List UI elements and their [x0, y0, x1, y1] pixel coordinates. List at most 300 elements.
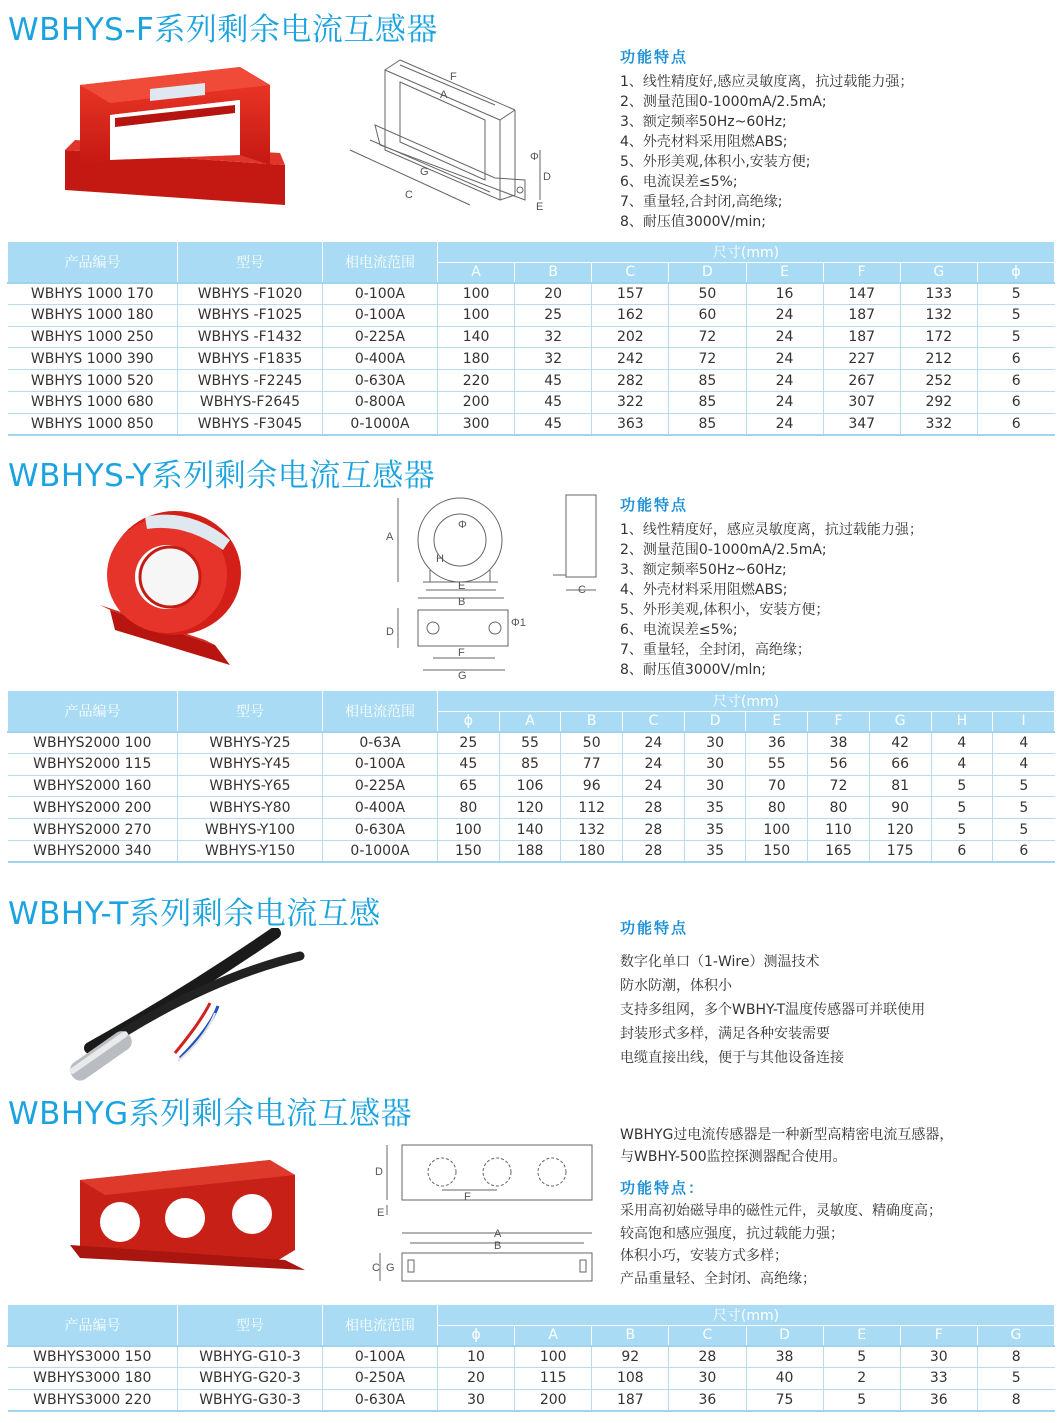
table-cell: WBHYS-Y25: [178, 732, 323, 754]
table-cell: 24: [746, 370, 823, 392]
table-cell: 202: [592, 326, 669, 348]
table-row: [8, 753, 1055, 775]
table-cell: 45: [438, 753, 500, 775]
feature-item: 5、外形美观,体积小,安装方便;: [620, 154, 811, 170]
table-row: [8, 732, 1055, 754]
table-cell: WBHYS2000 200: [8, 797, 178, 819]
table-cell: 0-100A: [323, 304, 438, 326]
header-current-range: 相电流范围: [323, 242, 438, 283]
table-cell: 307: [823, 391, 900, 413]
table-cell: 5: [931, 797, 993, 819]
feature-item: 体积小巧，安装方式多样；: [620, 1248, 788, 1264]
header-dim: B: [592, 1326, 669, 1346]
header-product-code: 产品编号: [8, 242, 178, 283]
table-cell: 96: [561, 775, 623, 797]
table-cell: 36: [900, 1389, 977, 1411]
svg-text:F: F: [458, 647, 465, 659]
feature-item: 5、外形美观,体积小，安装方便；: [620, 602, 830, 618]
product-image-y: [95, 505, 255, 670]
table-cell: WBHYS3000 150: [8, 1346, 178, 1368]
svg-text:G: G: [386, 1262, 395, 1274]
table-cell: 100: [438, 283, 515, 305]
table-cell: 0-630A: [323, 370, 438, 392]
table-cell: 35: [684, 797, 746, 819]
table-cell: WBHYS2000 340: [8, 840, 178, 862]
table-cell: 8: [977, 1346, 1054, 1368]
feature-item: 4、外壳材料采用阻燃ABS;: [620, 134, 788, 150]
table-cell: 10: [438, 1346, 515, 1368]
svg-text:B: B: [494, 1240, 502, 1252]
feature-item: 防水防潮，体积小: [620, 978, 732, 994]
table-cell: 72: [808, 775, 870, 797]
table-cell: 100: [515, 1346, 592, 1368]
table-cell: WBHYS-Y45: [178, 753, 323, 775]
features-title-t: 功能特点: [620, 919, 689, 937]
header-dim: C: [592, 263, 669, 283]
table-row: [8, 797, 1055, 819]
table-cell: 132: [900, 304, 977, 326]
table-cell: 112: [561, 797, 623, 819]
svg-text:D: D: [543, 171, 551, 183]
table-cell: 242: [592, 348, 669, 370]
table-cell: 35: [684, 840, 746, 862]
table-cell: WBHYS 1000 850: [8, 413, 178, 435]
header-dim: B: [561, 712, 623, 732]
table-row: [8, 391, 1055, 413]
table-cell: 75: [746, 1389, 823, 1411]
table-cell: 5: [977, 326, 1054, 348]
table-cell: 200: [438, 391, 515, 413]
table-cell: 282: [592, 370, 669, 392]
svg-text:D: D: [386, 626, 394, 638]
table-cell: 85: [669, 391, 746, 413]
table-cell: 24: [746, 348, 823, 370]
table-cell: 252: [900, 370, 977, 392]
table-cell: 6: [977, 391, 1054, 413]
table-cell: WBHYS2000 270: [8, 819, 178, 841]
header-dim: F: [808, 712, 870, 732]
header-dim: H: [931, 712, 993, 732]
table-cell: 227: [823, 348, 900, 370]
table-cell: WBHYS3000 220: [8, 1389, 178, 1411]
table-cell: 110: [808, 819, 870, 841]
table-cell: 4: [931, 753, 993, 775]
table-cell: 187: [823, 304, 900, 326]
table-cell: 5: [977, 283, 1054, 305]
table-cell: 35: [684, 819, 746, 841]
table-cell: WBHYS 1000 170: [8, 283, 178, 305]
table-cell: WBHYS 1000 250: [8, 326, 178, 348]
table-cell: 0-250A: [323, 1367, 438, 1389]
table-cell: WBHYS -F1835: [178, 348, 323, 370]
table-cell: 16: [746, 283, 823, 305]
table-cell: 150: [746, 840, 808, 862]
header-dim: C: [623, 712, 685, 732]
table-cell: 157: [592, 283, 669, 305]
feature-item: 7、重量轻，全封闭，高绝缘；: [620, 642, 811, 658]
table-cell: 36: [746, 732, 808, 754]
svg-text:G: G: [458, 670, 467, 680]
header-dim: B: [515, 263, 592, 283]
table-cell: 187: [592, 1389, 669, 1411]
table-cell: 90: [869, 797, 931, 819]
table-cell: 24: [746, 304, 823, 326]
dimension-diagram-f: [340, 50, 570, 225]
table-cell: 6: [977, 370, 1054, 392]
table-cell: WBHYG-G30-3: [178, 1389, 323, 1411]
table-cell: 30: [438, 1389, 515, 1411]
svg-text:E: E: [377, 1207, 385, 1219]
dimension-diagram-y-side: [548, 490, 608, 605]
header-model: 型号: [178, 691, 323, 732]
header-dim: I: [993, 712, 1055, 732]
table-cell: 38: [808, 732, 870, 754]
header-dim: D: [684, 712, 746, 732]
svg-text:A: A: [386, 531, 394, 543]
header-dim: D: [669, 263, 746, 283]
table-cell: 363: [592, 413, 669, 435]
header-dim: E: [746, 263, 823, 283]
table-cell: 5: [993, 819, 1055, 841]
table-cell: 30: [684, 753, 746, 775]
table-cell: 140: [438, 326, 515, 348]
table-cell: 0-800A: [323, 391, 438, 413]
header-dim: E: [746, 712, 808, 732]
table-cell: 28: [623, 797, 685, 819]
svg-text:E: E: [536, 201, 544, 213]
table-cell: 28: [623, 840, 685, 862]
table-cell: 108: [592, 1367, 669, 1389]
table-cell: 45: [515, 391, 592, 413]
header-dim: F: [900, 1326, 977, 1346]
table-cell: 100: [438, 304, 515, 326]
table-cell: WBHYS-Y150: [178, 840, 323, 862]
table-cell: 0-225A: [323, 775, 438, 797]
header-dim: E: [823, 1326, 900, 1346]
header-product-code: 产品编号: [8, 691, 178, 732]
header-dim: F: [823, 263, 900, 283]
feature-item: 6、电流误差≤5%;: [620, 622, 738, 638]
table-cell: WBHYS -F2245: [178, 370, 323, 392]
table-cell: 0-630A: [323, 819, 438, 841]
table-row: [8, 370, 1055, 392]
table-cell: 187: [823, 326, 900, 348]
table-cell: 32: [515, 326, 592, 348]
table-cell: 347: [823, 413, 900, 435]
feature-item: 7、重量轻,合封闭,高绝缘;: [620, 194, 783, 210]
table-cell: 133: [900, 283, 977, 305]
product-image-f: [55, 55, 295, 215]
table-cell: 24: [746, 413, 823, 435]
header-current-range: 相电流范围: [323, 1305, 438, 1346]
table-cell: 66: [869, 753, 931, 775]
table-cell: 0-1000A: [323, 413, 438, 435]
table-cell: 132: [561, 819, 623, 841]
table-cell: 30: [684, 732, 746, 754]
table-row: [8, 775, 1055, 797]
table-cell: 50: [561, 732, 623, 754]
header-dim: ϕ: [977, 263, 1054, 283]
table-cell: WBHYS-Y80: [178, 797, 323, 819]
spec-table-f: [7, 241, 1055, 436]
svg-text:C: C: [372, 1262, 380, 1274]
table-cell: 0-100A: [323, 753, 438, 775]
header-model: 型号: [178, 242, 323, 283]
features-list-t: [620, 950, 925, 1070]
feature-item: 3、额定频率50Hz~60Hz;: [620, 114, 787, 130]
table-cell: 5: [823, 1346, 900, 1368]
features-title-f: 功能特点: [620, 48, 689, 66]
table-cell: 6: [977, 348, 1054, 370]
svg-text:Φ1: Φ1: [511, 617, 526, 629]
svg-text:Φ: Φ: [458, 519, 467, 531]
table-cell: 175: [869, 840, 931, 862]
table-cell: 5: [823, 1389, 900, 1411]
features-title-g: 功能特点：: [620, 1179, 706, 1197]
features-list-y: [620, 520, 923, 680]
table-cell: 292: [900, 391, 977, 413]
table-cell: 80: [808, 797, 870, 819]
section-title-g: WBHYG系列剩余电流互感器: [8, 1096, 413, 1132]
table-cell: 42: [869, 732, 931, 754]
table-cell: 162: [592, 304, 669, 326]
table-cell: 180: [438, 348, 515, 370]
table-cell: 212: [900, 348, 977, 370]
table-cell: 32: [515, 348, 592, 370]
table-cell: 100: [746, 819, 808, 841]
table-cell: 0-100A: [323, 283, 438, 305]
table-cell: 165: [808, 840, 870, 862]
table-cell: 65: [438, 775, 500, 797]
table-cell: WBHYS2000 100: [8, 732, 178, 754]
table-row: [8, 326, 1055, 348]
table-cell: 115: [515, 1367, 592, 1389]
table-cell: 5: [993, 775, 1055, 797]
feature-item: 6、电流误差≤5%;: [620, 174, 738, 190]
table-cell: 38: [746, 1346, 823, 1368]
header-model: 型号: [178, 1305, 323, 1346]
table-cell: 200: [515, 1389, 592, 1411]
table-cell: 5: [931, 775, 993, 797]
svg-text:F: F: [464, 1191, 471, 1203]
table-cell: 6: [931, 840, 993, 862]
svg-text:C: C: [405, 189, 413, 201]
table-cell: 80: [438, 797, 500, 819]
svg-text:H: H: [436, 553, 444, 565]
table-cell: 33: [900, 1367, 977, 1389]
table-cell: WBHYS-F2645: [178, 391, 323, 413]
feature-item: 支持多组网，多个WBHY-T温度传感器可并联使用: [620, 1002, 926, 1018]
table-cell: 332: [900, 413, 977, 435]
table-cell: 77: [561, 753, 623, 775]
features-list-g: [620, 1200, 942, 1290]
table-cell: 24: [746, 391, 823, 413]
table-cell: 55: [499, 732, 561, 754]
header-dimensions: 尺寸(mm): [438, 691, 1055, 712]
table-cell: 147: [823, 283, 900, 305]
table-cell: 24: [746, 326, 823, 348]
spec-table-y: [7, 690, 1055, 863]
svg-text:F: F: [450, 71, 457, 83]
table-row: [8, 283, 1055, 305]
table-cell: 80: [746, 797, 808, 819]
table-cell: 267: [823, 370, 900, 392]
svg-text:E: E: [458, 580, 466, 592]
table-cell: WBHYS-Y100: [178, 819, 323, 841]
table-cell: WBHYS-Y65: [178, 775, 323, 797]
table-cell: 300: [438, 413, 515, 435]
table-cell: 20: [438, 1367, 515, 1389]
product-image-t: [60, 928, 310, 1088]
table-cell: 36: [669, 1389, 746, 1411]
table-cell: 4: [993, 753, 1055, 775]
header-dim: A: [499, 712, 561, 732]
features-title-y: 功能特点: [620, 496, 689, 514]
table-cell: 92: [592, 1346, 669, 1368]
table-cell: 72: [669, 348, 746, 370]
table-row: [8, 1367, 1055, 1389]
feature-item: 8、耐压值3000V/min;: [620, 214, 766, 230]
table-cell: WBHYG-G20-3: [178, 1367, 323, 1389]
feature-item: 2、测量范围0-1000mA/2.5mA;: [620, 542, 827, 558]
table-cell: WBHYS -F1020: [178, 283, 323, 305]
feature-item: 产品重量轻、全封闭、高绝缘；: [620, 1270, 816, 1287]
table-cell: 30: [900, 1346, 977, 1368]
table-cell: 5: [977, 1367, 1054, 1389]
spec-table-g: [7, 1304, 1055, 1412]
header-dimensions: 尺寸(mm): [438, 1305, 1055, 1326]
section-title-f: WBHYS-F系列剩余电流互感器: [8, 12, 438, 48]
table-cell: 30: [669, 1367, 746, 1389]
table-cell: 85: [499, 753, 561, 775]
table-cell: 45: [515, 413, 592, 435]
header-dimensions: 尺寸(mm): [438, 242, 1055, 263]
table-row: [8, 304, 1055, 326]
table-cell: 0-630A: [323, 1389, 438, 1411]
dimension-diagram-g-top: [372, 1140, 597, 1220]
table-cell: 50: [669, 283, 746, 305]
section-title-t: WBHY-T系列剩余电流互感: [8, 896, 381, 932]
table-cell: 70: [746, 775, 808, 797]
header-product-code: 产品编号: [8, 1305, 178, 1346]
table-cell: WBHYS2000 160: [8, 775, 178, 797]
header-dim: D: [746, 1326, 823, 1346]
table-cell: WBHYS 1000 390: [8, 348, 178, 370]
header-dim: G: [869, 712, 931, 732]
svg-text:Φ: Φ: [530, 151, 539, 163]
feature-item: 较高饱和感应强度，抗过载能力强；: [620, 1225, 844, 1242]
table-cell: 8: [977, 1389, 1054, 1411]
table-cell: WBHYS3000 180: [8, 1367, 178, 1389]
table-row: [8, 348, 1055, 370]
feature-item: 2、测量范围0-1000mA/2.5mA;: [620, 94, 827, 110]
table-cell: 120: [499, 797, 561, 819]
table-cell: 28: [669, 1346, 746, 1368]
svg-text:C: C: [578, 584, 586, 596]
table-cell: 5: [931, 819, 993, 841]
table-cell: 81: [869, 775, 931, 797]
header-dim: C: [669, 1326, 746, 1346]
table-cell: WBHYS -F3045: [178, 413, 323, 435]
table-cell: WBHYS2000 115: [8, 753, 178, 775]
table-row: [8, 1346, 1055, 1368]
table-cell: 4: [931, 732, 993, 754]
table-cell: 30: [684, 775, 746, 797]
table-cell: 4: [993, 732, 1055, 754]
table-row: [8, 1389, 1055, 1411]
feature-item: 3、额定频率50Hz~60Hz;: [620, 562, 787, 578]
table-cell: 5: [993, 797, 1055, 819]
table-cell: 20: [515, 283, 592, 305]
table-cell: 60: [669, 304, 746, 326]
table-cell: 0-1000A: [323, 840, 438, 862]
table-cell: 188: [499, 840, 561, 862]
table-cell: 72: [669, 326, 746, 348]
svg-text:G: G: [420, 166, 429, 178]
feature-item: 封装形式多样，满足各种安装需要: [620, 1026, 830, 1042]
table-cell: 40: [746, 1367, 823, 1389]
header-dim: G: [900, 263, 977, 283]
table-cell: 85: [669, 413, 746, 435]
table-cell: 0-400A: [323, 797, 438, 819]
table-row: [8, 819, 1055, 841]
table-cell: 24: [623, 732, 685, 754]
table-cell: 5: [977, 304, 1054, 326]
table-cell: 140: [499, 819, 561, 841]
table-cell: 25: [438, 732, 500, 754]
table-cell: WBHYS -F1025: [178, 304, 323, 326]
svg-text:A: A: [494, 1228, 502, 1240]
feature-item: 1、线性精度好,感应灵敏度离，抗过载能力强；: [620, 74, 914, 90]
table-cell: 6: [993, 840, 1055, 862]
feature-item: 数字化单口（1-Wire）测温技术: [620, 954, 820, 970]
table-cell: 220: [438, 370, 515, 392]
table-cell: 25: [515, 304, 592, 326]
features-list-f: [620, 72, 913, 232]
section-title-y: WBHYS-Y系列剩余电流互感器: [8, 458, 436, 494]
header-dim: G: [977, 1326, 1054, 1346]
table-cell: 0-400A: [323, 348, 438, 370]
table-cell: WBHYS 1000 680: [8, 391, 178, 413]
table-cell: 180: [561, 840, 623, 862]
table-cell: 0-225A: [323, 326, 438, 348]
table-cell: 24: [623, 775, 685, 797]
table-cell: 6: [977, 413, 1054, 435]
dimension-diagram-g-bottom: [372, 1225, 597, 1290]
table-cell: 55: [746, 753, 808, 775]
table-cell: 322: [592, 391, 669, 413]
table-cell: 45: [515, 370, 592, 392]
header-dim: A: [438, 263, 515, 283]
product-image-g: [70, 1150, 310, 1275]
feature-item: 电缆直接出线，便于与其他设备连接: [620, 1050, 844, 1066]
table-cell: 2: [823, 1367, 900, 1389]
intro-text-g: WBHYG过电流传感器是一种新型高精密电流互感器， 与WBHY-500监控探测器配合使用。: [620, 1127, 954, 1165]
dimension-diagram-y-front: [378, 490, 538, 680]
svg-text:D: D: [375, 1166, 383, 1178]
table-cell: 24: [623, 753, 685, 775]
table-cell: 100: [438, 819, 500, 841]
table-cell: 85: [669, 370, 746, 392]
feature-item: 8、耐压值3000V/mln;: [620, 662, 766, 678]
table-cell: 172: [900, 326, 977, 348]
feature-item: 1、线性精度好，感应灵敏度离，抗过载能力强；: [620, 522, 923, 538]
header-dim: ϕ: [438, 1326, 515, 1346]
table-cell: 150: [438, 840, 500, 862]
header-current-range: 相电流范围: [323, 691, 438, 732]
header-dim: A: [515, 1326, 592, 1346]
table-cell: 0-63A: [323, 732, 438, 754]
